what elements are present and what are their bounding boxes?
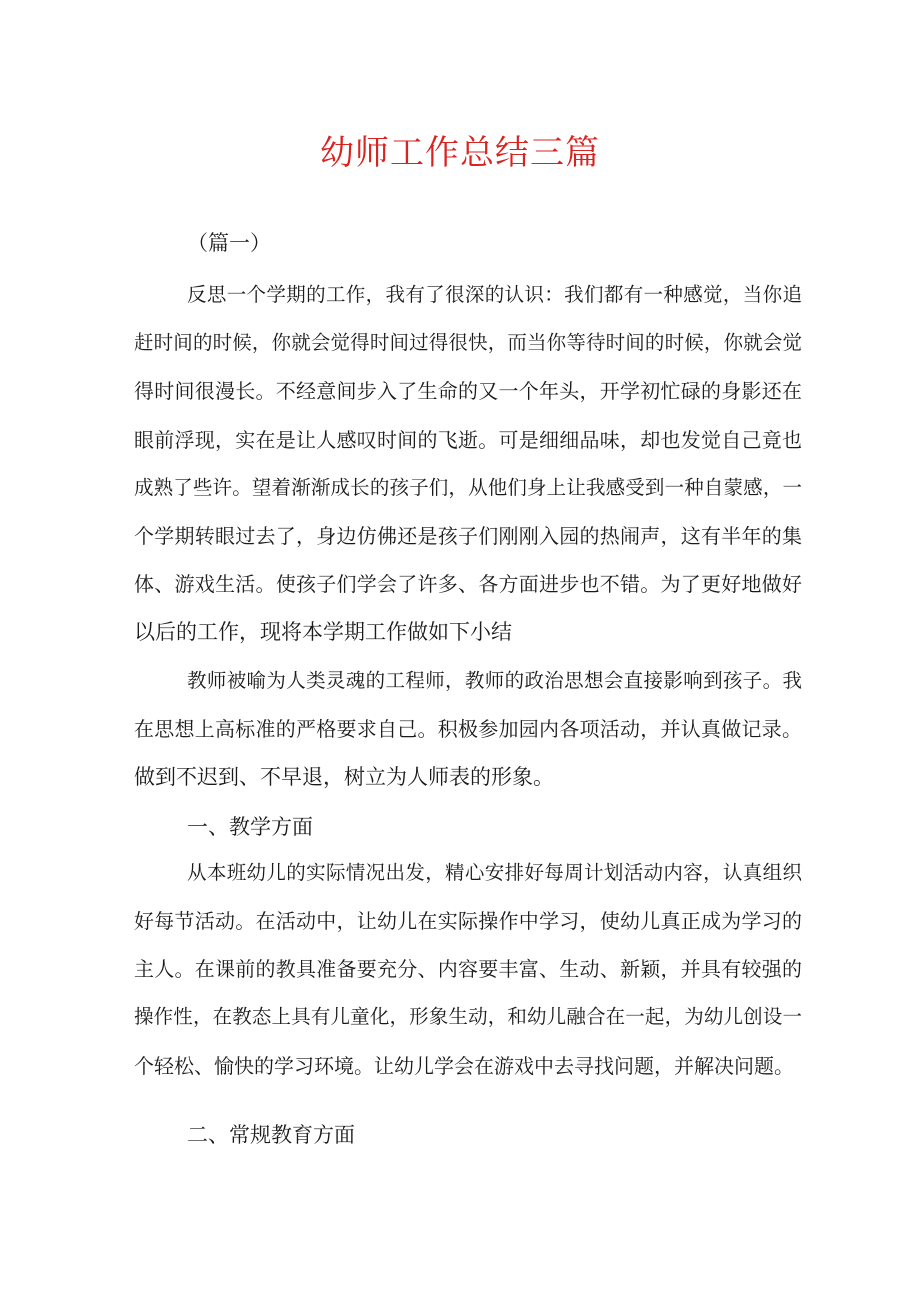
para1-line-5: 成熟了些许。望着渐渐成长的孩子们，从他们身上让我感受到一种自蒙感，一 <box>134 476 802 499</box>
para2-line-2: 在思想上高标准的严格要求自己。积极参加园内各项活动，并认真做记录。 <box>134 717 802 741</box>
para3-line-4: 操作性，在教态上具有儿童化，形象生动，和幼儿融合在一起，为幼儿创设一 <box>134 1005 802 1028</box>
para2-line-1: 教师被喻为人类灵魂的工程师，教师的政治思想会直接影响到孩子。我 <box>187 669 802 692</box>
document-title: 幼师工作总结三篇 <box>320 133 600 173</box>
para1-line-7: 体、游戏生活。使孩子们学会了许多、各方面进步也不错。为了更好地做好 <box>134 572 802 596</box>
para3-line-2: 好每节活动。在活动中，让幼儿在实际操作中学习，使幼儿真正成为学习的 <box>134 909 802 933</box>
section-label: （篇一） <box>187 231 271 255</box>
para1-line-1: 反思一个学期的工作，我有了很深的认识：我们都有一种感觉，当你追 <box>187 283 802 306</box>
heading-routine-education: 二、常规教育方面 <box>187 1123 355 1147</box>
para3-line-1: 从本班幼儿的实际情况出发，精心安排好每周计划活动内容，认真组织 <box>187 861 802 884</box>
para1-line-3: 得时间很漫长。不经意间步入了生命的又一个年头，开学初忙碌的身影还在 <box>134 379 802 403</box>
para3-line-3: 主人。在课前的教具准备要充分、内容要丰富、生动、新颖，并具有较强的 <box>134 957 802 981</box>
para1-line-8: 以后的工作，现将本学期工作做如下小结 <box>134 620 512 644</box>
para1-line-2: 赶时间的时候，你就会觉得时间过得很快，而当你等待时间的时候，你就会觉 <box>134 331 802 354</box>
para1-line-6: 个学期转眼过去了，身边仿佛还是孩子们刚刚入园的热闹声，这有半年的集 <box>134 524 802 548</box>
para2-line-3: 做到不迟到、不早退，树立为人师表的形象。 <box>134 765 554 789</box>
heading-teaching: 一、教学方面 <box>187 815 313 839</box>
para1-line-4: 眼前浮现，实在是让人感叹时间的飞逝。可是细细品味，却也发觉自己竟也 <box>134 428 802 452</box>
para3-line-5: 个轻松、愉快的学习环境。让幼儿学会在游戏中去寻找问题，并解决问题。 <box>134 1054 794 1078</box>
